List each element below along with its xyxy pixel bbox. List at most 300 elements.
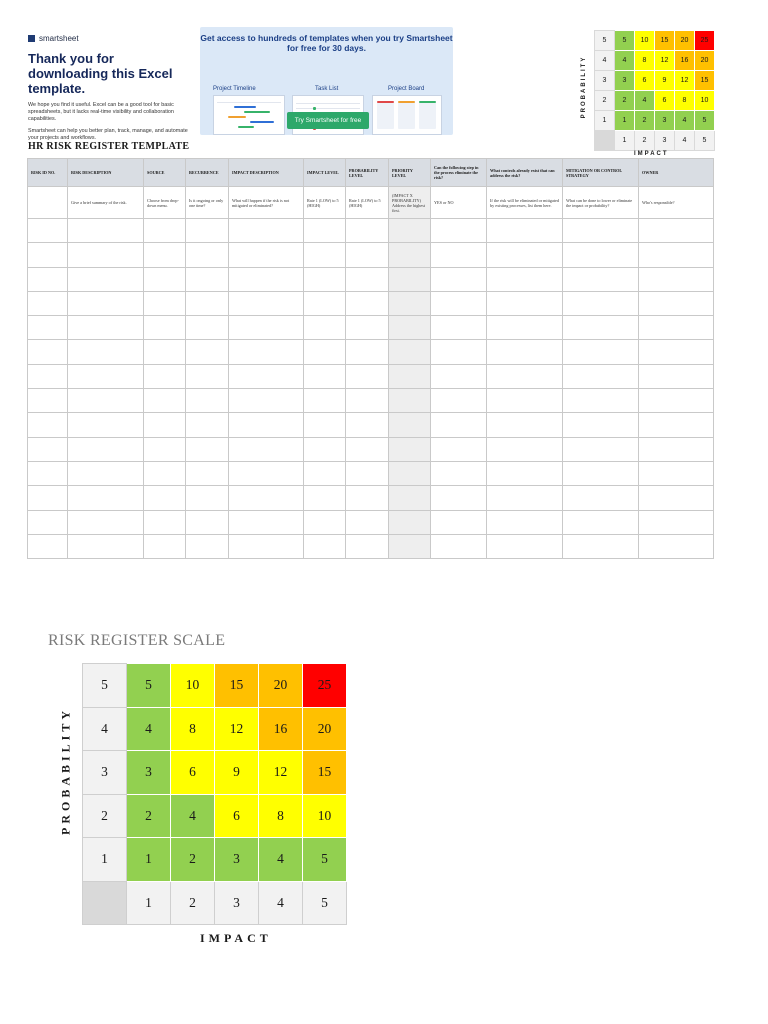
- table-cell[interactable]: [431, 486, 487, 510]
- mini-matrix-probability-value: 3: [595, 71, 615, 91]
- table-cell[interactable]: [186, 219, 229, 243]
- table-cell[interactable]: [28, 413, 68, 437]
- table-cell[interactable]: [487, 413, 563, 437]
- table-cell[interactable]: [563, 510, 639, 534]
- table-cell[interactable]: [304, 219, 346, 243]
- table-cell[interactable]: [431, 413, 487, 437]
- column-header: What controls already exist that can address the risk?: [487, 159, 563, 187]
- table-cell[interactable]: [639, 437, 714, 461]
- column-header: RISK DESCRIPTION: [68, 159, 144, 187]
- table-cell[interactable]: [431, 340, 487, 364]
- table-cell[interactable]: [346, 243, 389, 267]
- table-cell[interactable]: [563, 486, 639, 510]
- table-cell[interactable]: [144, 291, 186, 315]
- mini-matrix-score-cell: 1: [615, 111, 635, 131]
- guidance-cell: Rate 1 (LOW) to 5 (HIGH): [304, 187, 346, 219]
- mini-matrix-score-cell: 10: [695, 91, 715, 111]
- table-cell[interactable]: [346, 389, 389, 413]
- table-cell[interactable]: [431, 243, 487, 267]
- thumb-label-timeline: Project Timeline: [213, 86, 256, 92]
- table-cell[interactable]: [431, 219, 487, 243]
- scale-matrix-score-cell: 12: [215, 707, 259, 751]
- table-header-row: [28, 159, 714, 187]
- banner-headline: Get access to hundreds of templates when you try Smartsheet for free for 30 days.: [200, 33, 453, 53]
- guidance-row: [28, 187, 714, 219]
- table-cell[interactable]: [487, 219, 563, 243]
- table-cell[interactable]: [487, 389, 563, 413]
- table-cell[interactable]: [639, 340, 714, 364]
- promo-paragraph-1: We hope you find it useful. Excel can be a good tool for basic spreadsheets, but it lacks real-time visibility and collaboration capabilities.: [28, 102, 174, 122]
- table-cell[interactable]: [563, 413, 639, 437]
- scale-matrix-score-cell: 12: [259, 751, 303, 795]
- mini-matrix-score-cell: 4: [635, 91, 655, 111]
- mini-matrix-row: [595, 71, 715, 91]
- table-cell[interactable]: [639, 316, 714, 340]
- table-cell[interactable]: [68, 243, 144, 267]
- guidance-cell: What can be done to lower or eliminate the impact or probability?: [563, 187, 639, 219]
- mini-matrix-score-cell: 4: [615, 51, 635, 71]
- table-cell[interactable]: [431, 267, 487, 291]
- table-cell[interactable]: [304, 389, 346, 413]
- table-cell[interactable]: [639, 291, 714, 315]
- table-cell[interactable]: [144, 364, 186, 388]
- table-cell[interactable]: [389, 486, 431, 510]
- table-cell[interactable]: [563, 316, 639, 340]
- table-cell[interactable]: [144, 243, 186, 267]
- scale-matrix-score-cell: 5: [303, 838, 347, 882]
- table-row: [28, 243, 714, 267]
- column-header: RISK ID NO.: [28, 159, 68, 187]
- table-cell[interactable]: [144, 437, 186, 461]
- scale-matrix-score-cell: 2: [171, 838, 215, 882]
- guidance-cell: Choose from drop-down menu.: [144, 187, 186, 219]
- table-cell[interactable]: [68, 267, 144, 291]
- mini-matrix-score-cell: 12: [655, 51, 675, 71]
- table-cell[interactable]: [144, 461, 186, 485]
- scale-matrix-probability-value: 2: [83, 794, 127, 838]
- table-cell[interactable]: [229, 291, 304, 315]
- table-row: [28, 486, 714, 510]
- table-cell[interactable]: [304, 486, 346, 510]
- scale-matrix-row: [83, 664, 347, 708]
- table-cell[interactable]: [68, 510, 144, 534]
- table-cell[interactable]: [28, 316, 68, 340]
- table-cell[interactable]: [563, 364, 639, 388]
- table-cell[interactable]: [68, 316, 144, 340]
- table-cell[interactable]: [346, 316, 389, 340]
- table-cell[interactable]: [68, 461, 144, 485]
- guidance-cell: If the risk will be eliminated or mitigated by existing processes, list them here.: [487, 187, 563, 219]
- table-cell[interactable]: [431, 389, 487, 413]
- scale-matrix-score-cell: 9: [215, 751, 259, 795]
- table-cell[interactable]: [346, 219, 389, 243]
- table-cell[interactable]: [563, 437, 639, 461]
- table-cell[interactable]: [389, 291, 431, 315]
- mini-matrix-probability-value: 5: [595, 31, 615, 51]
- scale-matrix-score-cell: 5: [127, 664, 171, 708]
- guidance-cell: Give a brief summary of the risk.: [68, 187, 144, 219]
- table-cell[interactable]: [68, 291, 144, 315]
- table-cell[interactable]: [144, 219, 186, 243]
- mini-matrix-impact-value: 3: [655, 131, 675, 151]
- table-cell[interactable]: [229, 413, 304, 437]
- table-cell[interactable]: [28, 243, 68, 267]
- table-cell[interactable]: [304, 364, 346, 388]
- table-cell[interactable]: [431, 364, 487, 388]
- table-cell[interactable]: [229, 340, 304, 364]
- thumb-label-tasklist: Task List: [315, 86, 339, 92]
- guidance-cell: Rate 1 (LOW) to 5 (HIGH): [346, 187, 389, 219]
- table-cell[interactable]: [639, 461, 714, 485]
- table-cell[interactable]: [304, 510, 346, 534]
- thumb-label-board: Project Board: [388, 86, 425, 92]
- table-cell[interactable]: [68, 486, 144, 510]
- table-cell[interactable]: [346, 340, 389, 364]
- table-cell[interactable]: [639, 219, 714, 243]
- table-cell[interactable]: [389, 219, 431, 243]
- table-cell[interactable]: [304, 316, 346, 340]
- table-cell[interactable]: [229, 437, 304, 461]
- table-cell[interactable]: [144, 486, 186, 510]
- table-cell[interactable]: [229, 219, 304, 243]
- table-cell[interactable]: [487, 437, 563, 461]
- table-cell[interactable]: [389, 437, 431, 461]
- mini-matrix-score-cell: 4: [675, 111, 695, 131]
- mini-matrix-score-cell: 12: [675, 71, 695, 91]
- table-cell[interactable]: [487, 486, 563, 510]
- table-cell[interactable]: [68, 219, 144, 243]
- table-row: [28, 219, 714, 243]
- table-cell[interactable]: [346, 267, 389, 291]
- scale-matrix-impact-value: 1: [127, 881, 171, 925]
- mini-matrix-impact-value: 1: [615, 131, 635, 151]
- scale-matrix-score-cell: 15: [303, 751, 347, 795]
- column-header: SOURCE: [144, 159, 186, 187]
- table-cell[interactable]: [431, 510, 487, 534]
- table-cell[interactable]: [639, 413, 714, 437]
- mini-matrix-score-cell: 3: [615, 71, 635, 91]
- mini-matrix-corner-cell: [595, 131, 615, 151]
- scale-matrix-probability-value: 3: [83, 751, 127, 795]
- table-cell[interactable]: [28, 340, 68, 364]
- table-cell[interactable]: [68, 413, 144, 437]
- scale-matrix-probability-value: 5: [83, 664, 127, 708]
- mini-matrix-probability-value: 2: [595, 91, 615, 111]
- mini-matrix-score-cell: 2: [615, 91, 635, 111]
- impact-axis-label: IMPACT: [200, 931, 272, 945]
- scale-matrix-probability-value: 1: [83, 838, 127, 882]
- table-cell[interactable]: [563, 291, 639, 315]
- column-header: OWNER: [639, 159, 714, 187]
- mini-matrix-impact-row: [595, 131, 715, 151]
- promo-panel: [28, 34, 193, 147]
- table-cell[interactable]: [346, 534, 389, 558]
- mini-probability-label: PROBABILITY: [581, 55, 587, 119]
- column-header: MITIGATION OR CONTROL STRATEGY: [563, 159, 639, 187]
- mini-matrix-score-cell: 5: [695, 111, 715, 131]
- table-cell[interactable]: [346, 413, 389, 437]
- table-cell[interactable]: [144, 267, 186, 291]
- table-cell[interactable]: [563, 389, 639, 413]
- table-row: [28, 316, 714, 340]
- scale-matrix-score-cell: 3: [127, 751, 171, 795]
- table-cell[interactable]: [186, 534, 229, 558]
- smartsheet-logo-icon: [28, 35, 35, 42]
- table-cell[interactable]: [186, 243, 229, 267]
- table-cell[interactable]: [487, 340, 563, 364]
- table-cell[interactable]: [186, 316, 229, 340]
- guidance-cell: [28, 187, 68, 219]
- table-cell[interactable]: [639, 389, 714, 413]
- table-cell[interactable]: [186, 461, 229, 485]
- table-cell[interactable]: [639, 364, 714, 388]
- column-header: IMPACT DESCRIPTION: [229, 159, 304, 187]
- mini-matrix-row: [595, 51, 715, 71]
- table-cell[interactable]: [346, 291, 389, 315]
- mini-matrix-score-cell: 8: [635, 51, 655, 71]
- table-cell[interactable]: [431, 461, 487, 485]
- promo-paragraph-2: Smartsheet can help you better plan, track, manage, and automate your projects and workflows.: [28, 128, 188, 141]
- table-cell[interactable]: [229, 486, 304, 510]
- table-cell[interactable]: [389, 364, 431, 388]
- table-cell[interactable]: [28, 486, 68, 510]
- brand-logo: [28, 34, 193, 43]
- table-cell[interactable]: [186, 413, 229, 437]
- table-cell[interactable]: [68, 389, 144, 413]
- table-cell[interactable]: [639, 267, 714, 291]
- table-cell[interactable]: [28, 461, 68, 485]
- table-cell[interactable]: [229, 510, 304, 534]
- table-cell[interactable]: [487, 534, 563, 558]
- table-cell[interactable]: [28, 364, 68, 388]
- guidance-cell: (IMPACT X PROBABILITY) Address the highest first.: [389, 187, 431, 219]
- table-row: [28, 267, 714, 291]
- mini-matrix-score-cell: 20: [695, 51, 715, 71]
- guidance-cell: Who's responsible?: [639, 187, 714, 219]
- table-cell[interactable]: [431, 291, 487, 315]
- mini-matrix-row: [595, 111, 715, 131]
- table-cell[interactable]: [28, 437, 68, 461]
- mini-matrix-row: [595, 91, 715, 111]
- table-cell[interactable]: [487, 364, 563, 388]
- table-cell[interactable]: [487, 243, 563, 267]
- table-cell[interactable]: [639, 243, 714, 267]
- table-cell[interactable]: [28, 534, 68, 558]
- brand-name: smartsheet: [39, 34, 79, 43]
- try-smartsheet-button[interactable]: Try Smartsheet for free: [287, 112, 369, 129]
- table-cell[interactable]: [186, 364, 229, 388]
- mini-matrix-score-cell: 2: [635, 111, 655, 131]
- table-cell[interactable]: [563, 219, 639, 243]
- table-cell[interactable]: [389, 267, 431, 291]
- table-cell[interactable]: [346, 364, 389, 388]
- scale-matrix-probability-value: 4: [83, 707, 127, 751]
- table-cell[interactable]: [487, 510, 563, 534]
- mini-matrix-row: [595, 31, 715, 51]
- table-cell[interactable]: [68, 437, 144, 461]
- table-cell[interactable]: [389, 340, 431, 364]
- guidance-cell: What will happen if the risk is not mitigated or eliminated?: [229, 187, 304, 219]
- table-cell[interactable]: [229, 243, 304, 267]
- mini-matrix-score-cell: 3: [655, 111, 675, 131]
- table-cell[interactable]: [389, 316, 431, 340]
- table-cell[interactable]: [487, 291, 563, 315]
- table-cell[interactable]: [487, 267, 563, 291]
- table-cell[interactable]: [346, 486, 389, 510]
- scale-matrix-score-cell: 8: [259, 794, 303, 838]
- scale-matrix-score-cell: 15: [215, 664, 259, 708]
- table-cell[interactable]: [229, 267, 304, 291]
- scale-matrix-impact-value: 5: [303, 881, 347, 925]
- table-cell[interactable]: [144, 316, 186, 340]
- table-cell[interactable]: [346, 461, 389, 485]
- table-cell[interactable]: [68, 534, 144, 558]
- scale-title: RISK REGISTER SCALE: [48, 632, 226, 649]
- table-cell[interactable]: [304, 413, 346, 437]
- mini-matrix-score-cell: 16: [675, 51, 695, 71]
- table-cell[interactable]: [487, 316, 563, 340]
- column-header: IMPACT LEVEL: [304, 159, 346, 187]
- table-cell[interactable]: [346, 510, 389, 534]
- table-cell[interactable]: [229, 461, 304, 485]
- table-cell[interactable]: [304, 437, 346, 461]
- scale-matrix-impact-row: [83, 881, 347, 925]
- scale-matrix-score-cell: 4: [127, 707, 171, 751]
- table-cell[interactable]: [186, 486, 229, 510]
- mini-matrix-score-cell: 15: [655, 31, 675, 51]
- table-cell[interactable]: [304, 267, 346, 291]
- scale-matrix-score-cell: 3: [215, 838, 259, 882]
- table-cell[interactable]: [28, 291, 68, 315]
- column-header: RECURRENCE: [186, 159, 229, 187]
- mini-risk-matrix: [594, 30, 715, 151]
- table-cell[interactable]: [304, 291, 346, 315]
- table-cell[interactable]: [229, 364, 304, 388]
- table-cell[interactable]: [28, 389, 68, 413]
- scale-matrix-corner-cell: [83, 881, 127, 925]
- table-cell[interactable]: [186, 510, 229, 534]
- scale-matrix-score-cell: 10: [171, 664, 215, 708]
- table-cell[interactable]: [563, 243, 639, 267]
- table-cell[interactable]: [186, 340, 229, 364]
- page-title: HR RISK REGISTER TEMPLATE: [28, 141, 190, 152]
- table-cell[interactable]: [28, 267, 68, 291]
- mini-matrix-score-cell: 8: [675, 91, 695, 111]
- mini-matrix-score-cell: 20: [675, 31, 695, 51]
- mini-matrix-impact-value: 4: [675, 131, 695, 151]
- mini-matrix-probability-value: 4: [595, 51, 615, 71]
- table-row: [28, 340, 714, 364]
- scale-matrix-row: [83, 794, 347, 838]
- mini-matrix-score-cell: 6: [655, 91, 675, 111]
- thumb-project-board: [372, 95, 442, 135]
- table-cell[interactable]: [431, 534, 487, 558]
- scale-matrix-impact-value: 3: [215, 881, 259, 925]
- table-cell[interactable]: [186, 389, 229, 413]
- table-row: [28, 291, 714, 315]
- table-cell[interactable]: [304, 534, 346, 558]
- table-cell[interactable]: [144, 534, 186, 558]
- table-cell[interactable]: [144, 340, 186, 364]
- scale-matrix-score-cell: 6: [215, 794, 259, 838]
- mini-impact-label: IMPACT: [634, 151, 669, 157]
- table-cell[interactable]: [487, 461, 563, 485]
- promo-headline: Thank you for downloading this Excel template.: [28, 51, 173, 96]
- table-cell[interactable]: [304, 461, 346, 485]
- mini-matrix-score-cell: 6: [635, 71, 655, 91]
- table-row: [28, 413, 714, 437]
- table-cell[interactable]: [639, 510, 714, 534]
- table-cell[interactable]: [144, 389, 186, 413]
- mini-matrix-impact-value: 2: [635, 131, 655, 151]
- risk-scale-matrix: [82, 663, 347, 925]
- scale-matrix-score-cell: 6: [171, 751, 215, 795]
- table-cell[interactable]: [144, 510, 186, 534]
- table-row: [28, 437, 714, 461]
- column-header: PROBABILITY LEVEL: [346, 159, 389, 187]
- table-cell[interactable]: [28, 510, 68, 534]
- table-cell[interactable]: [389, 510, 431, 534]
- table-cell[interactable]: [346, 437, 389, 461]
- guidance-cell: YES or NO: [431, 187, 487, 219]
- column-header: Can the following step in the process eliminate the risk?: [431, 159, 487, 187]
- table-row: [28, 461, 714, 485]
- mini-matrix-impact-value: 5: [695, 131, 715, 151]
- smartsheet-banner[interactable]: [200, 27, 453, 135]
- table-cell[interactable]: [563, 534, 639, 558]
- table-cell[interactable]: [28, 219, 68, 243]
- scale-matrix-score-cell: 8: [171, 707, 215, 751]
- table-cell[interactable]: [389, 413, 431, 437]
- table-cell[interactable]: [144, 413, 186, 437]
- table-cell[interactable]: [563, 340, 639, 364]
- scale-matrix-score-cell: 4: [259, 838, 303, 882]
- probability-axis-label: PROBABILITY: [58, 706, 73, 836]
- table-cell[interactable]: [186, 291, 229, 315]
- table-cell[interactable]: [639, 486, 714, 510]
- table-cell[interactable]: [304, 340, 346, 364]
- scale-matrix-impact-value: 2: [171, 881, 215, 925]
- table-cell[interactable]: [229, 389, 304, 413]
- table-cell[interactable]: [68, 340, 144, 364]
- guidance-cell: Is it ongoing or only one time?: [186, 187, 229, 219]
- table-cell[interactable]: [186, 267, 229, 291]
- scale-matrix-row: [83, 707, 347, 751]
- column-header: PRIORITY LEVEL: [389, 159, 431, 187]
- scale-matrix-score-cell: 10: [303, 794, 347, 838]
- table-cell[interactable]: [389, 534, 431, 558]
- scale-matrix-score-cell: 4: [171, 794, 215, 838]
- table-cell[interactable]: [389, 243, 431, 267]
- table-cell[interactable]: [563, 461, 639, 485]
- scale-matrix-impact-value: 4: [259, 881, 303, 925]
- table-cell[interactable]: [304, 243, 346, 267]
- scale-matrix-score-cell: 20: [259, 664, 303, 708]
- table-cell[interactable]: [389, 389, 431, 413]
- table-cell[interactable]: [229, 316, 304, 340]
- table-cell[interactable]: [186, 437, 229, 461]
- mini-matrix-score-cell: 25: [695, 31, 715, 51]
- table-cell[interactable]: [563, 267, 639, 291]
- mini-matrix-score-cell: 9: [655, 71, 675, 91]
- table-cell[interactable]: [68, 364, 144, 388]
- table-cell[interactable]: [389, 461, 431, 485]
- table-cell[interactable]: [431, 437, 487, 461]
- risk-register-table: [27, 158, 714, 559]
- table-cell[interactable]: [431, 316, 487, 340]
- table-cell[interactable]: [229, 534, 304, 558]
- table-cell[interactable]: [639, 534, 714, 558]
